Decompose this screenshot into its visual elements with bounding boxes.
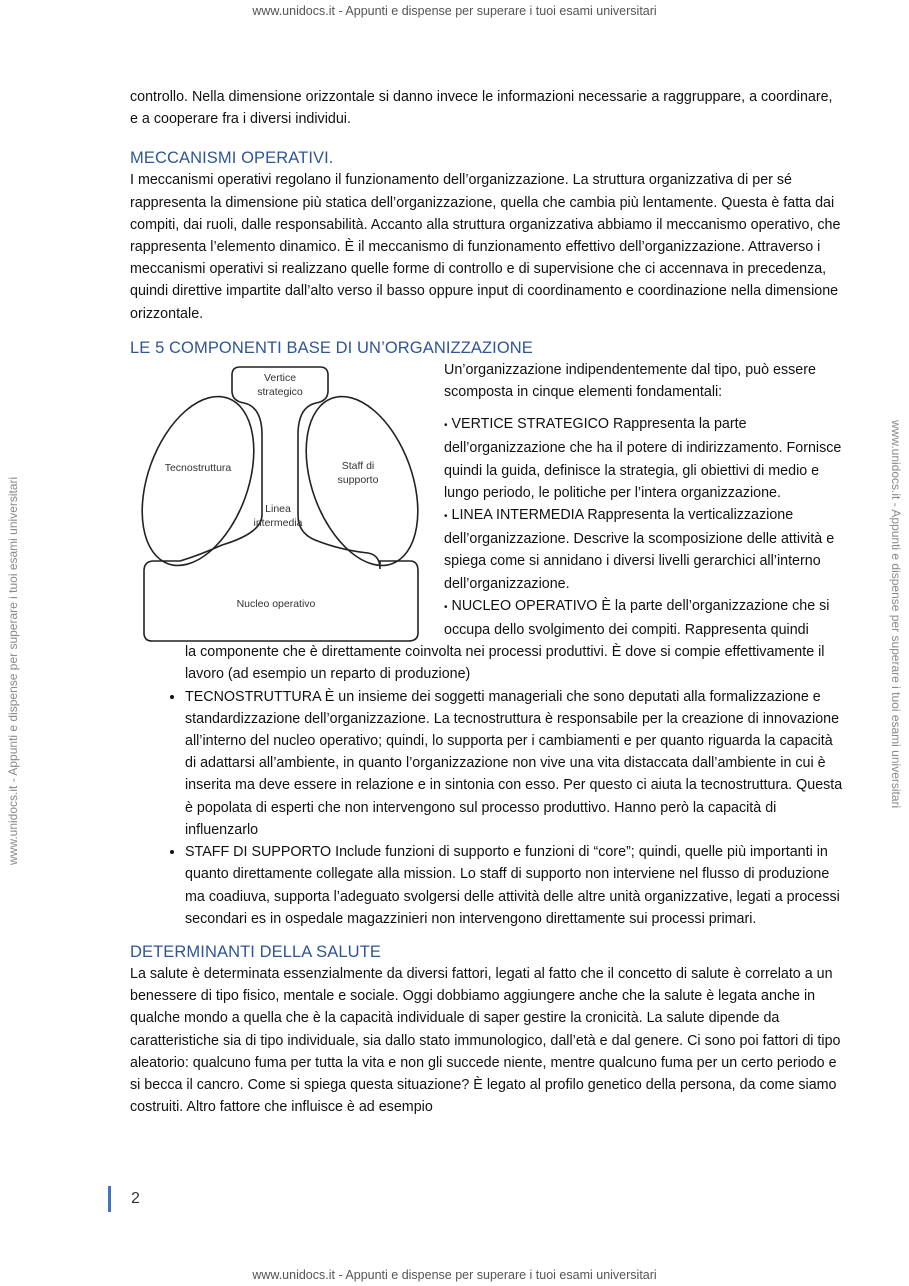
watermark-side-left: www.unidocs.it - Appunti e dispense per superare i tuoi esami universitari	[6, 476, 20, 865]
components-text	[444, 359, 844, 641]
heading-determinanti-salute: DETERMINANTI DELLA SALUTE	[130, 942, 381, 961]
paragraph-meccanismi: I meccanismi operativi regolano il funzionamento dell’organizzazione. La struttura organizzativa di per sé rappresenta la dimensione più statica dell’organizzazione, quella che cambia più lentamente. Questa è fatta dai compiti, dai ruoli, dalle responsabilità. Accanto alla struttura organizzativa abbiamo il meccanismo operativo, che rappresenta l’elemento dinamico. È il meccanismo di funzionamento effettivo dell’organizzazione. Attraverso i meccanismi operativi si realizzano quelle forme di controllo e di supervisione che ci accennava in precedenza, quindi direttive impartite dall’alto verso il basso oppure input di coordinamento e coordinazione nella dimensione orizzontale.	[130, 172, 841, 322]
label-linea-2: intermedia	[253, 516, 303, 529]
item-vertice-strategico: • VERTICE STRATEGICO Rappresenta la parte dell’organizzazione che ha il potere di indirizzamento. Fornisce quindi la guida, definisce la strategia, gli obiettivi di medio e lungo periodo, le politiche per l’intera organizzazione.	[444, 416, 842, 501]
label-staff-1: Staff di	[341, 459, 375, 472]
item-nucleo-operativo-cont: la componente che è direttamente coinvolta nei processi produttivi. È dove si compie effettivamente il lavoro (ad esempio un reparto di produzione)	[185, 644, 825, 683]
components-list	[130, 686, 844, 930]
bullet-glyph: •	[444, 511, 448, 523]
label-nucleo: Nucleo operativo	[236, 597, 316, 610]
bullet-glyph: •	[444, 601, 448, 613]
label-vertice-1: Vertice	[263, 371, 297, 384]
label-tecnostruttura: Tecnostruttura	[164, 461, 232, 474]
page-number: 2	[108, 1186, 140, 1212]
paragraph-determinanti: La salute è determinata essenzialmente da diversi fattori, legati al fatto che il concetto di salute è correlato a un benessere di tipo fisico, mentale e sociale. Oggi dobbiamo aggiungere anche che la salute è legata anche in qualche mondo a quella che è la capacità individuale di saper gestire la cronicità. La salute dipende da caratteristiche sia di tipo individuale, sia dallo stato immunologico, dall’età e dal genere. Ci sono poi fattori di tipo aleatorio: qualcuno fuma per tutta la vita e non gli succede niente, mentre qualcuno fuma per un certo periodo e si becca il cancro. Come si spiega questa situazione? È legato al profilo genetico della persona, da come siamo costruiti. Altro fattore che influisce è ad esempio	[130, 965, 841, 1116]
item-nucleo-operativo: • NUCLEO OPERATIVO È la parte dell’organizzazione che si occupa dello svolgimento dei compiti. Rappresenta quindi	[444, 597, 830, 639]
mintzberg-diagram	[140, 365, 420, 643]
heading-meccanismi-operativi: MECCANISMI OPERATIVI.	[130, 149, 334, 168]
heading-componenti-base: LE 5 COMPONENTI BASE DI UN’ORGANIZZAZIONE	[130, 338, 533, 357]
label-staff-2: supporto	[337, 473, 379, 486]
label-linea-1: Linea	[265, 502, 291, 515]
label-vertice-2: strategico	[257, 385, 303, 398]
item-tecnostruttura: • TECNOSTRUTTURA È un insieme dei soggetti manageriali che sono deputati alla formalizzazione e standardizzazione dell’organizzazione. La tecnostruttura è responsabile per la creazione di innovazione all’interno del nucleo operativo; quindi, lo supporta per i cambiamenti e per quanto riguarda la capacità di adattarsi all’ambiente, in quanto l’organizzazione non vive una vita distaccata dall’ambiente in cui è inserita ma deve essere in relazione e in sintonia con esso. Per questo ci aiuta la tecnostruttura. Questa è popolata di esperti che non intervengono sul processo produttivo. Hanno però la capacità di influenzarlo	[185, 686, 844, 841]
components-intro: Un’organizzazione indipendentemente dal tipo, può essere scomposta in cinque elementi fondamentali:	[444, 361, 816, 401]
bullet-glyph: •	[444, 420, 448, 432]
intro-paragraph: controllo. Nella dimensione orizzontale si danno invece le informazioni necessarie a raggruppare, a coordinare, e a cooperare fra i diversi individui.	[130, 89, 833, 128]
item-linea-intermedia: • LINEA INTERMEDIA Rappresenta la verticalizzazione dell’organizzazione. Descrive la scomposizione delle attività e spiega come si annidano i diversi livelli gerarchici all’interno dell’organizzazione.	[444, 507, 835, 592]
components-section	[130, 359, 844, 641]
item-staff-di-supporto: • STAFF DI SUPPORTO Include funzioni di supporto e funzioni di “core”; quindi, quelle più importanti in quanto direttamente collegate alla mission. Lo staff di supporto non interviene nel flusso di produzione ma coadiuva, supporta l’adeguato svolgersi delle attività delle altre unità organizzative, legati a processi secondari es in ospedale magazzinieri non intervengono direttamente sui processi primari.	[185, 841, 844, 930]
watermark-header: www.unidocs.it - Appunti e dispense per superare i tuoi esami universitari	[252, 4, 657, 18]
watermark-side-right: www.unidocs.it - Appunti e dispense per superare i tuoi esami universitari	[889, 420, 903, 809]
document-page	[130, 86, 844, 1118]
watermark-footer: www.unidocs.it - Appunti e dispense per superare i tuoi esami universitari	[252, 1268, 657, 1282]
